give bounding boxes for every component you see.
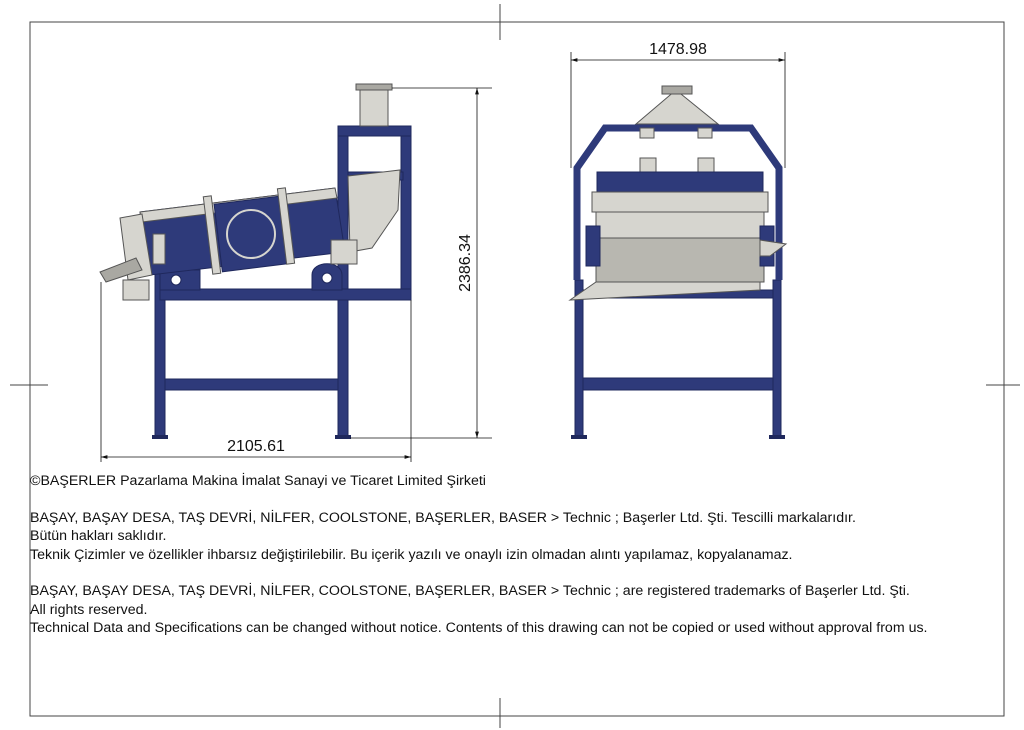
en-rights-line: All rights reserved. [30, 601, 148, 618]
front-width-label: 1478.98 [649, 41, 707, 58]
dimension-side-width [101, 282, 411, 462]
en-trademarks-line: BAŞAY, BAŞAY DESA, TAŞ DEVRİ, NİLFER, COOLSTONE, BAŞERLER, BASER > Technic ; are registered trademarks of Başerler Ltd. Şti. [30, 583, 910, 599]
tr-rights-line: Bütün hakları saklıdır. [30, 528, 167, 544]
side-width-label: 2105.61 [227, 438, 285, 455]
height-label: 2386.34 [457, 234, 474, 292]
dimension-height [350, 88, 492, 438]
side-view-machine [100, 84, 411, 439]
front-view-machine [570, 86, 786, 439]
tr-disclaimer-line: Teknik Çizimler ve özellikler ihbarsız değiştirilebilir. Bu içerik yazılı ve onaylı izin olmadan alıntı yapılamaz, kopyalanamaz. [30, 546, 793, 563]
tr-trademarks-line: BAŞAY, BAŞAY DESA, TAŞ DEVRİ, NİLFER, COOLSTONE, BAŞERLER, BASER > Technic ; Başerler Ltd. Şti. Tescilli markalarıdır. [30, 509, 856, 526]
legal-notes [30, 472, 1010, 638]
en-disclaimer-line: Technical Data and Specifications can be changed without notice. Contents of this drawing can not be copied or used without approval from us. [30, 620, 928, 636]
copyright-line: ©BAŞERLER Pazarlama Makina İmalat Sanayi ve Ticaret Limited Şirketi [30, 473, 486, 489]
